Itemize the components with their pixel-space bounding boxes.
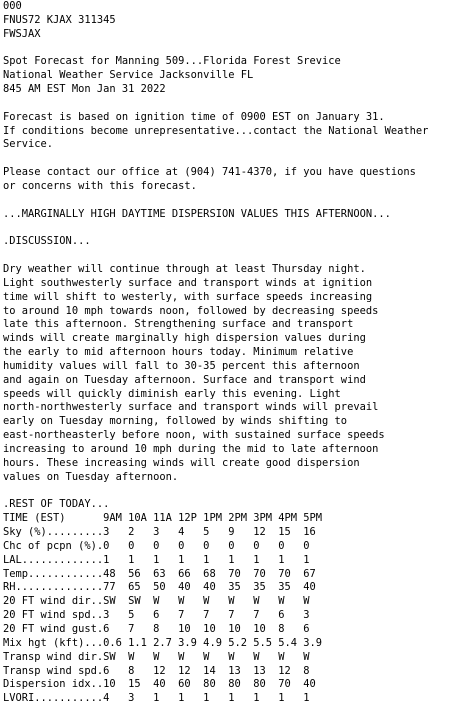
blank-line	[3, 222, 471, 236]
blank-line	[3, 485, 471, 499]
table-row: 20 FT wind dir..SW SW W W W W W W W	[3, 595, 310, 608]
issue-time: 845 AM EST Mon Jan 31 2022	[3, 83, 166, 96]
contact-notice-line: Please contact our office at (904) 741-4370, if you have questions	[3, 166, 416, 179]
discussion-line: north-northwesterly surface and transport winds will prevail	[3, 401, 379, 414]
discussion-line: winds will create marginally high dispersion values during	[3, 332, 366, 345]
discussion-line: Light southwesterly surface and transport winds at ignition	[3, 276, 373, 289]
table-row: LAL.............1 1 1 1 1 1 1 1 1	[3, 553, 310, 566]
discussion-line: hours. These increasing winds will create good dispersion	[3, 456, 360, 469]
header-code: 000	[3, 0, 22, 12]
discussion-line: speeds will quickly diminish early this evening. Light	[3, 387, 341, 400]
rest-of-today-heading: .REST OF TODAY...	[3, 498, 110, 511]
table-row: Temp............48 56 63 66 68 70 70 70 67	[3, 567, 316, 580]
table-row: Transp wind dir.SW W W W W W W W W	[3, 650, 310, 663]
table-row: 20 FT wind gust.6 7 8 10 10 10 10 8 6	[3, 622, 310, 635]
blank-line	[3, 42, 471, 56]
contact-notice-line: or concerns with this forecast.	[3, 179, 197, 192]
discussion-line: east-northeasterly before noon, with sustained surface speeds	[3, 429, 385, 442]
discussion-line: time will shift to westerly, with surface speeds increasing	[3, 290, 373, 303]
blank-line	[3, 249, 471, 263]
discussion-line: Dry weather will continue through at least Thursday night.	[3, 263, 366, 276]
discussion-heading: .DISCUSSION...	[3, 235, 91, 248]
table-row: Mix hgt (kft)...0.6 1.1 2.7 3.9 4.9 5.2 5.5 5.4 3.9	[3, 636, 323, 649]
table-row: LVORI...........4 3 1 1 1 1 1 1 1	[3, 692, 310, 705]
table-row: RH..............77 65 50 40 40 35 35 35 40	[3, 581, 316, 594]
forecast-document	[3, 0, 471, 706]
blank-line	[3, 194, 471, 208]
product-id: FNUS72 KJAX 311345	[3, 13, 116, 26]
table-row: Sky (%).........3 2 3 4 5 9 12 15 16	[3, 526, 316, 539]
headline: ...MARGINALLY HIGH DAYTIME DISPERSION VALUES THIS AFTERNOON...	[3, 207, 391, 220]
discussion-line: late this afternoon. Strengthening surface and transport	[3, 318, 354, 331]
discussion-line: increasing to around 10 mph during the mid to late afternoon	[3, 443, 379, 455]
blank-line	[3, 152, 471, 166]
forecast-title: Spot Forecast for Manning 509...Florida Forest Srevice	[3, 55, 341, 68]
blank-line	[3, 97, 471, 111]
discussion-line: to around 10 mph towards noon, followed by decreasing speeds	[3, 304, 379, 317]
discussion-line: and again on Tuesday afternoon. Surface and transport wind	[3, 373, 366, 386]
discussion-line: values on Tuesday afternoon.	[3, 470, 179, 483]
discussion-line: the early to mid afternoon hours today. Minimum relative	[3, 346, 354, 359]
ignition-notice-line: If conditions become unrepresentative...contact the National Weather	[3, 124, 429, 137]
table-row: Transp wind spd.6 8 12 12 14 13 13 12 8	[3, 664, 310, 677]
discussion-line: early on Tuesday morning, followed by winds shifting to	[3, 415, 348, 428]
table-row: Chc of pcpn (%).0 0 0 0 0 0 0 0 0	[3, 539, 310, 552]
ignition-notice-line: Service.	[3, 138, 54, 151]
table-row: Dispersion idx..10 15 40 60 80 80 80 70 40	[3, 678, 316, 691]
discussion-line: humidity values will fall to 30-35 percent this afternoon	[3, 359, 360, 372]
issuing-office: National Weather Service Jacksonville FL	[3, 69, 254, 82]
ignition-notice-line: Forecast is based on ignition time of 0900 EST on January 31.	[3, 110, 385, 123]
table-header-row: TIME (EST) 9AM 10A 11A 12P 1PM 2PM 3PM 4PM 5PM	[3, 512, 323, 525]
table-row: 20 FT wind spd..3 5 6 7 7 7 7 6 3	[3, 609, 310, 622]
awips-id: FWSJAX	[3, 27, 41, 40]
